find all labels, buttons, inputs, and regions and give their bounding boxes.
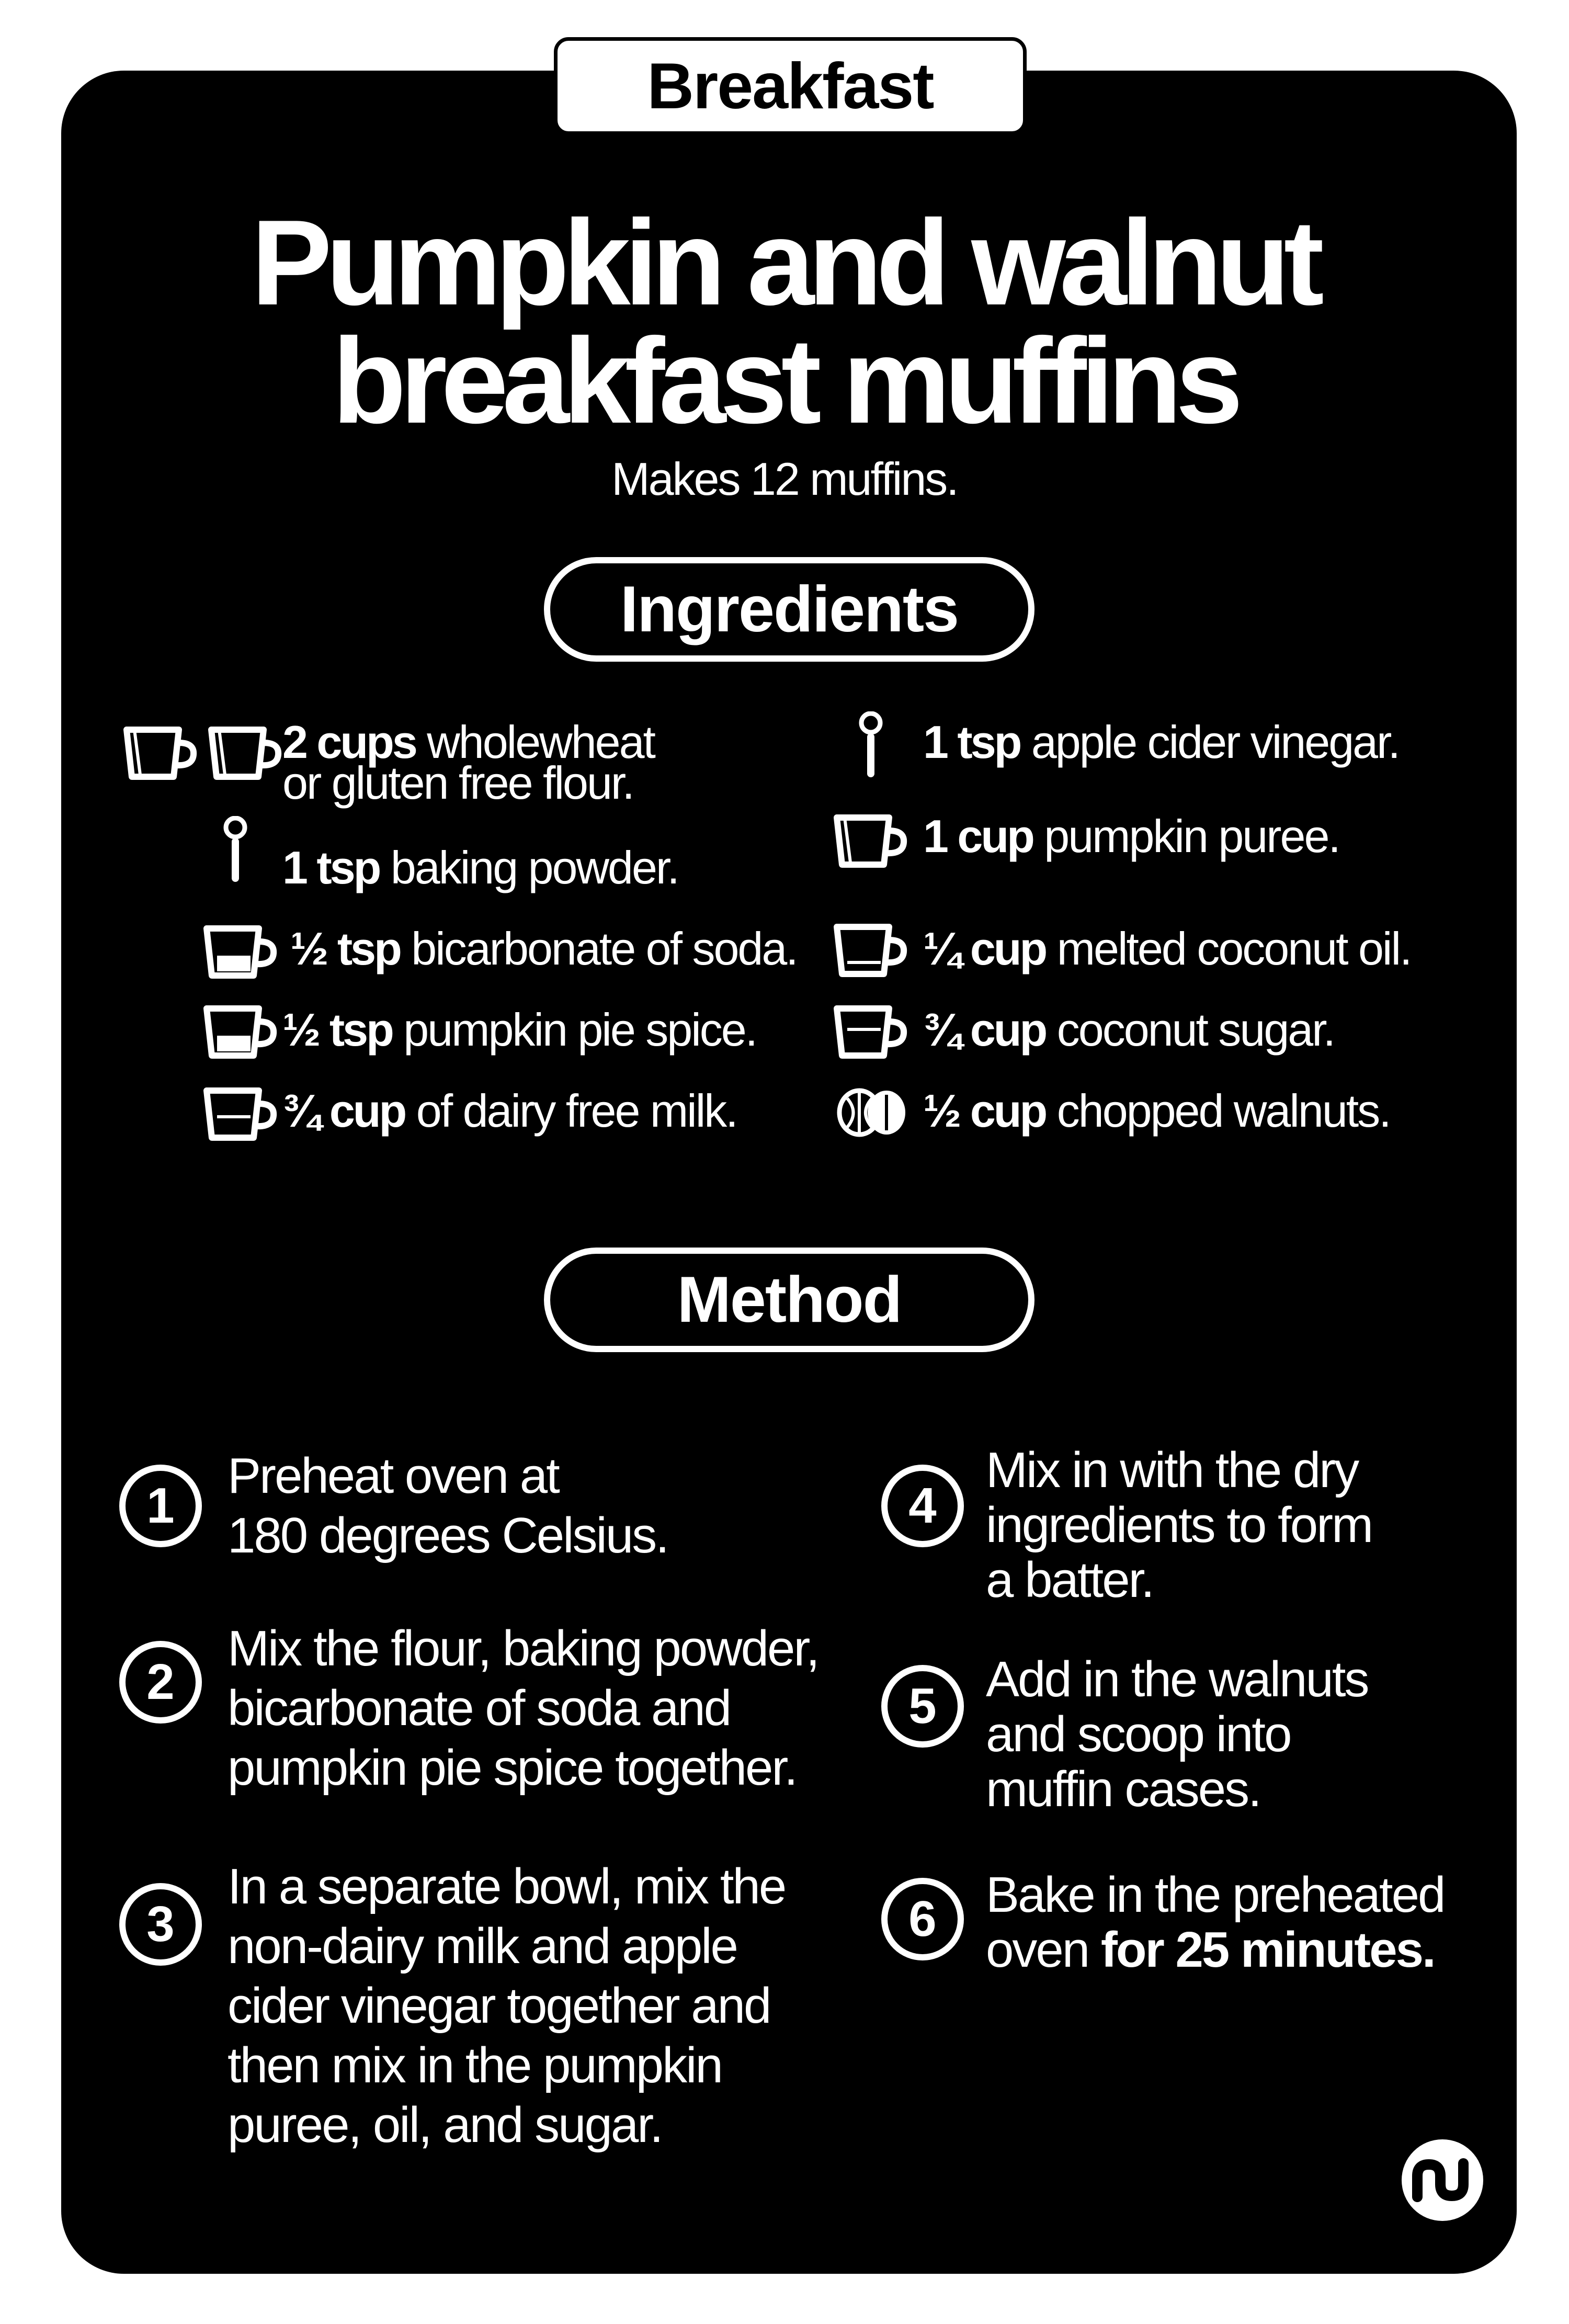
- step-number: 6: [881, 1878, 964, 1960]
- recipe-yield: Makes 12 muffins.: [611, 453, 958, 505]
- brand-logo: [1402, 2139, 1483, 2221]
- measuring-cup-icon: [832, 922, 910, 979]
- ingredient-item: ¾ cup coconut sugar.: [923, 1004, 1335, 1056]
- measuring-cup-icon: [201, 1085, 280, 1143]
- measuring-cup-icon: [832, 1003, 910, 1061]
- step-text: Bake in the preheated oven for 25 minutes.: [986, 1867, 1445, 1978]
- step-number: 5: [881, 1665, 964, 1748]
- brand-logo-icon: [1402, 2139, 1483, 2221]
- ingredient-item: ½ tsp pumpkin pie spice.: [282, 1004, 757, 1056]
- ingredient-item: ¾ cup of dairy free milk.: [282, 1085, 737, 1137]
- step-number: 3: [119, 1883, 202, 1966]
- step-number: 2: [119, 1641, 202, 1724]
- step-text: In a separate bowl, mix the non-dairy milk and apple cider vinegar together and then mix in the pumpkin puree, oil, and sugar.: [228, 1858, 786, 2153]
- measuring-cup-icon: [832, 812, 910, 870]
- ingredient-item: ¼ cup melted coconut oil.: [923, 923, 1411, 974]
- measuring-cup-icon: [201, 923, 280, 981]
- step-text: Add in the walnuts and scoop into muffin cases.: [986, 1651, 1368, 1817]
- step-text: Mix the flour, baking powder, bicarbonate of soda and pumpkin pie spice together.: [228, 1620, 818, 1796]
- ingredient-item: 1 tsp apple cider vinegar.: [923, 716, 1400, 768]
- ingredient-item: 1 tsp baking powder.: [282, 842, 678, 893]
- ingredients-heading: Ingredients: [544, 557, 1034, 662]
- ingredient-item: 1 cup pumpkin puree.: [923, 810, 1339, 862]
- measuring-cup-icon: [121, 724, 200, 782]
- walnut-icon: [834, 1085, 910, 1140]
- teaspoon-icon: [858, 711, 884, 779]
- teaspoon-icon: [222, 816, 248, 884]
- ingredient-item: 2 cups wholewheat or gluten free flour.: [282, 716, 654, 809]
- ingredient-item: ½ cup chopped walnuts.: [923, 1085, 1390, 1137]
- step-text: Preheat oven at 180 degrees Celsius.: [228, 1448, 668, 1563]
- measuring-cup-icon: [206, 724, 285, 782]
- method-heading: Method: [544, 1248, 1034, 1352]
- title-line-2: breakfast muffins: [332, 313, 1237, 449]
- category-tag: Breakfast: [554, 37, 1027, 135]
- step-text: Mix in with the dry ingredients to form a batter.: [986, 1442, 1372, 1608]
- ingredient-item: ½ tsp bicarbonate of soda.: [290, 923, 797, 974]
- step-number: 1: [119, 1465, 202, 1547]
- step-number: 4: [881, 1465, 964, 1547]
- title-line-1: Pumpkin and walnut: [251, 195, 1318, 331]
- recipe-title: [0, 195, 1569, 449]
- measuring-cup-icon: [201, 1003, 280, 1061]
- ingredient-icon-group: [121, 724, 285, 782]
